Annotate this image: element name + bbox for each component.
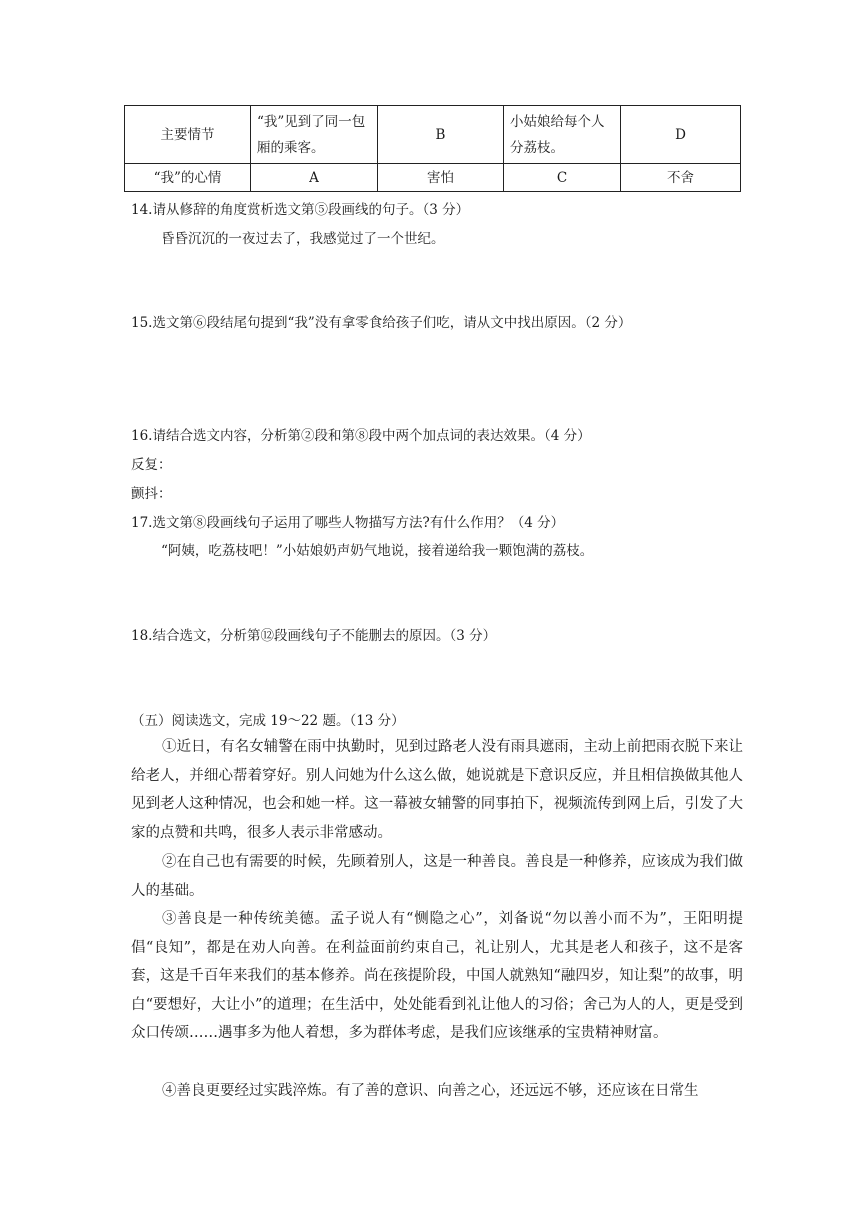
table-cell: C (504, 164, 621, 192)
paragraph-3: ③善良是一种传统美德。孟子说人有“恻隐之心”，刘备说“勿以善小而不为”，王阳明提倡“良知”，都是在劝人向善。在利益面前约束自己，礼让别人，尤其是老人和孩子，这不是客套，这是千百年来我们的基本修养。尚在孩提阶段，中国人就熟知“融四岁，知让梨”的故事，明白“要想好，大让小”的道理；在生活中，处处能看到礼让他人的习俗；舍己为人的人，更是受到众口传颂……遇事多为他人着想，多为群体考虑，是我们应该继承的宝贵精神财富。 (131, 911, 743, 1041)
question-17: 17.选文第⑧段画线句子运用了哪些人物描写方法?有什么作用？（4 分） (131, 515, 565, 531)
question-14-quote: 昏昏沉沉的一夜过去了，我感觉过了一个世纪。 (161, 231, 445, 247)
question-16: 16.请结合选文内容，分析第②段和第⑧段中两个加点词的表达效果。（4 分） (131, 428, 591, 444)
table-cell: 主要情节 (125, 106, 251, 164)
table-row (125, 106, 741, 164)
table-row (125, 164, 741, 192)
table-cell: B (378, 106, 504, 164)
table-cell: D (621, 106, 741, 164)
table-cell: 不舍 (621, 164, 741, 192)
question-18: 18.结合选文，分析第⑫段画线句子不能删去的原因。（3 分） (131, 628, 497, 644)
paragraph-2: ②在自己也有需要的时候，先顾着别人，这是一种善良。善良是一种修养，应该成为我们做人的基础。 (131, 854, 743, 899)
question-17-quote: “阿姨，吃荔枝吧！”小姑娘奶声奶气地说，接着递给我一颗饱满的荔枝。 (161, 543, 594, 559)
question-14: 14.请从修辞的角度赏析选文第⑤段画线的句子。（3 分） (131, 202, 470, 218)
table-cell: 害怕 (378, 164, 504, 192)
paragraph-4: ④善良更要经过实践淬炼。有了善的意识、向善之心，还远远不够，还应该在日常生 (162, 1083, 699, 1099)
section-5-heading: （五）阅读选文，完成 19～22 题。（13 分） (131, 713, 405, 729)
question-15: 15.选文第⑥段结尾句提到“我”没有拿零食给孩子们吃，请从文中找出原因。（2 分） (131, 315, 632, 331)
table-cell: A (251, 164, 378, 192)
paragraph-1: ①近日，有名女辅警在雨中执勤时，见到过路老人没有雨具遮雨，主动上前把雨衣脱下来让给老人，并细心帮着穿好。别人问她为什么这么做，她说就是下意识反应，并且相信换做其他人见到老人这种情况，也会和她一样。这一幕被女辅警的同事拍下，视频流传到网上后，引发了大家的点赞和共鸣，很多人表示非常感动。 (131, 739, 743, 841)
question-16-tremble-label: 颤抖： (131, 486, 172, 502)
plot-mood-table (124, 105, 741, 192)
table-cell: “我”的心情 (125, 164, 251, 192)
table-cell: “我”见到了同一包厢的乘客。 (251, 106, 378, 164)
question-16-repeat-label: 反复： (131, 457, 172, 473)
table-cell: 小姑娘给每个人分荔枝。 (504, 106, 621, 164)
